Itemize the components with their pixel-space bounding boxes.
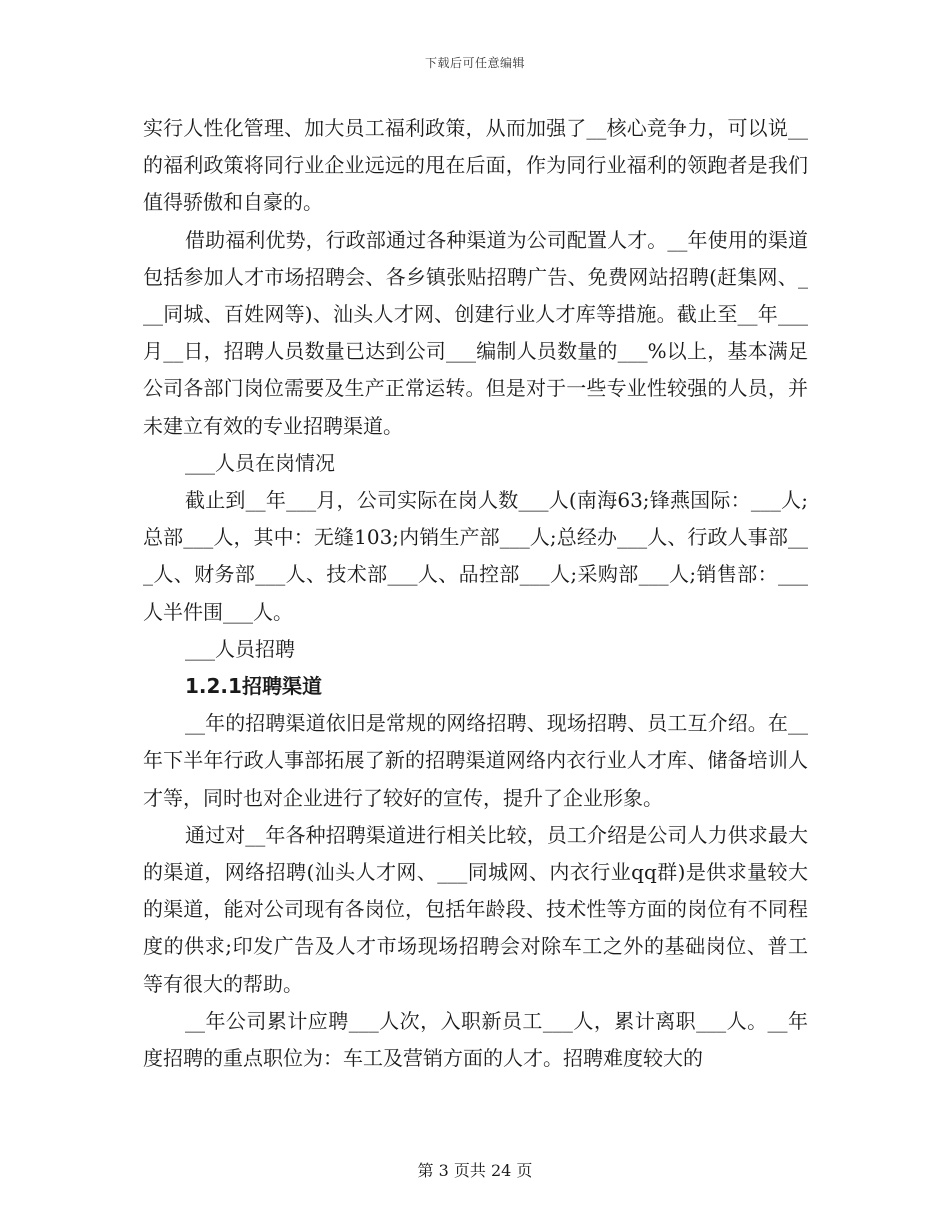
document-body (143, 110, 808, 1077)
section-title-staff-recruitment: ___人员招聘 (185, 636, 295, 661)
paragraph-channel-overview: __年的招聘渠道依旧是常规的网络招聘、现场招聘、员工互介绍。在__年下半年行政人事部拓展了新的招聘渠道网络内衣行业人才库、储备培训人才等，同时也对企业进行了较好的宣传，提升了企业形象。 (143, 711, 808, 810)
paragraph-channel-comparison: 通过对__年各种招聘渠道进行相关比较，员工介绍是公司人力供求最大的渠道，网络招聘(汕头人才网、___同城网、内衣行业qq群)是供求量较大的渠道，能对公司现有各岗位，包括年龄段、技术性等方面的岗位有不同程度的供求;印发广告及人才市场现场招聘会对除车工之外的基础岗位、普工等有很大的帮助。 (143, 822, 808, 996)
paragraph-staff-headcount: 截止到__年___月，公司实际在岗人数___人(南海63;锋燕国际：___人;总部___人，其中：无缝103;内销生产部___人;总经办___人、行政人事部___人、财务部___人、技术部___人、品控部___人;采购部___人;销售部：___人半件围___人。 (143, 488, 808, 624)
heading-recruitment-channel: 1.2.1招聘渠道 (185, 674, 322, 699)
page-header-note: 下载后可任意编辑 (424, 56, 525, 70)
section-title-staff-on-post: ___人员在岗情况 (185, 450, 335, 475)
paragraph-recruitment-stats: __年公司累计应聘___人次，入职新员工___人，累计离职___人。__年度招聘的重点职位为：车工及营销方面的人才。招聘难度较大的 (143, 1008, 808, 1071)
paragraph-recruitment-channels: 借助福利优势，行政部通过各种渠道为公司配置人才。__年使用的渠道包括参加人才市场招聘会、各乡镇张贴招聘广告、免费网站招聘(赶集网、___同城、百姓网等)、汕头人才网、创建行业人才库等措施。截止至__年___月__日，招聘人员数量已达到公司___编制人员数量的___%以上，基本满足公司各部门岗位需要及生产正常运转。但是对于一些专业性较强的人员，并未建立有效的专业招聘渠道。 (143, 227, 808, 438)
page-number: 第 3 页共 24 页 (417, 1161, 533, 1180)
paragraph-welfare-continued: 实行人性化管理、加大员工福利政策，从而加强了__核心竞争力，可以说__的福利政策将同行业企业远远的甩在后面，作为同行业福利的领跑者是我们值得骄傲和自豪的。 (143, 116, 808, 215)
